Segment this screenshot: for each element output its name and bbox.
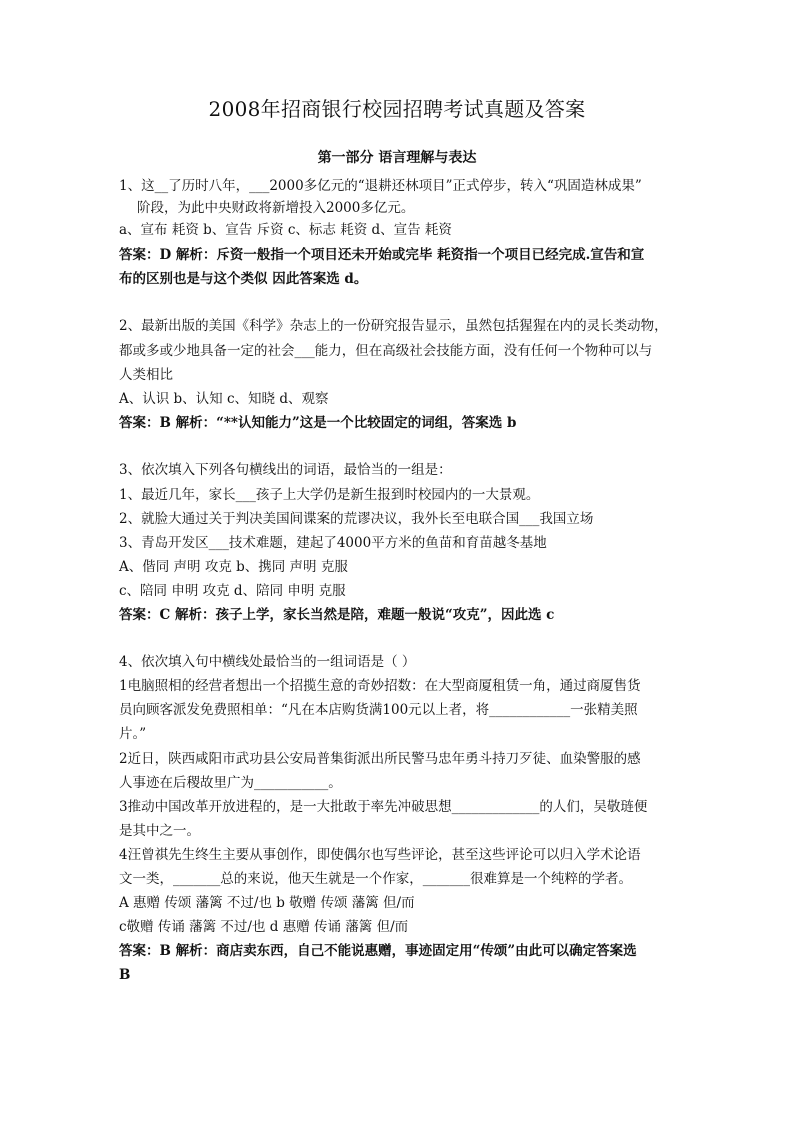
q4-item1-line-2: 员向顾客派发免费照相单：“凡在本店购货满100元以上者，将____________一张精美照 [119,702,638,718]
q4-item3-line-1: 3推动中国改革开放进程的，是一大批敢于率先冲破思想_____________的人们，吴敬琏便 [119,799,648,815]
q3-sentence-3: 3、青岛开发区___技术难题，建起了4000平方米的鱼苗和育苗越冬基地 [119,535,547,551]
q4-options-1: A 惠赠 传颂 藩篱 不过/也 b 敬赠 传颂 藩篱 但/而 [119,895,415,911]
q3-options-1: A、偕同 声明 攻克 b、携同 声明 克服 [119,559,348,575]
q4-line-1: 4、依次填入句中横线处最恰当的一组词语是（ ） [119,654,416,670]
q3-sentence-1: 1、最近几年，家长___孩子上大学仍是新生报到时校园内的一大景观。 [119,487,540,503]
q1-answer-line-2: 布的区别也是与这个类似 因此答案选 d。 [119,271,368,287]
q3-options-2: c、陪同 申明 攻克 d、陪同 申明 克服 [119,583,346,599]
document-title: 2008年招商银行校园招聘考试真题及答案 [208,97,586,121]
q4-answer-line-2: B [119,967,131,983]
q4-item1-line-3: 片。” [119,726,147,742]
q4-item4-line-2: 文一类，_______总的来说，他天生就是一个作家，_______很难算是一个纯粹的学者。 [119,871,632,887]
q4-item3-line-2: 是其中之一。 [119,823,200,839]
q2-line-2: 都或多或少地具备一定的社会___能力，但在高级社会技能方面，没有任何一个物种可以与 [119,343,653,359]
q3-sentence-2: 2、就脸大通过关于判决美国间谍案的荒谬决议，我外长至电联合国___我国立场 [119,511,594,527]
q4-item1-line-1: 1电脑照相的经营者想出一个招揽生意的奇妙招数：在大型商厦租赁一角，通过商厦售货 [119,678,641,694]
q4-item2-line-1: 2近日，陕西咸阳市武功县公安局普集街派出所民警马忠年勇斗持刀歹徒、血染警服的感 [119,751,641,767]
q1-answer-line-1: 答案：D 解析：斥资一般指一个项目还未开始或完毕 耗资指一个项目已经完成.宣告和宣 [119,247,645,263]
q3-line-1: 3、依次填入下列各句横线出的词语，最恰当的一组是： [119,462,452,478]
q1-line-1: 1、这__了历时八年，___2000多亿元的“退耕还林项目”正式停步，转入“巩固造林成果” [119,178,642,194]
q2-line-3: 人类相比 [119,367,173,383]
q3-answer: 答案：C 解析：孩子上学，家长当然是陪，难题一般说“攻克”，因此选 c [119,607,555,623]
q1-options: a、宣布 耗资 b、宣告 斥资 c、标志 耗资 d、宣告 耗资 [119,222,452,238]
q2-line-1: 2、最新出版的美国《科学》杂志上的一份研究报告显示，虽然包括猩猩在内的灵长类动物， [119,318,668,334]
section-title: 第一部分 语言理解与表达 [317,150,477,166]
q4-answer-line-1: 答案：B 解析：商店卖东西，自己不能说惠赠，事迹固定用“传颂”由此可以确定答案选 [119,943,637,959]
q4-item4-line-1: 4汪曾祺先生终生主要从事创作，即使偶尔也写些评论，甚至这些评论可以归入学术论语 [119,847,641,863]
q4-item2-line-2: 人事迹在后稷故里广为___________。 [119,775,342,791]
q4-options-2: c敬赠 传诵 藩篱 不过/也 d 惠赠 传诵 藩篱 但/而 [119,919,409,935]
q1-line-2: 阶段，为此中央财政将新增投入2000多亿元。 [137,200,415,216]
q2-answer: 答案：B 解析：“**认知能力”这是一个比较固定的词组，答案选 b [119,415,517,431]
q2-options: A、认识 b、认知 c、知晓 d、观察 [119,391,329,407]
